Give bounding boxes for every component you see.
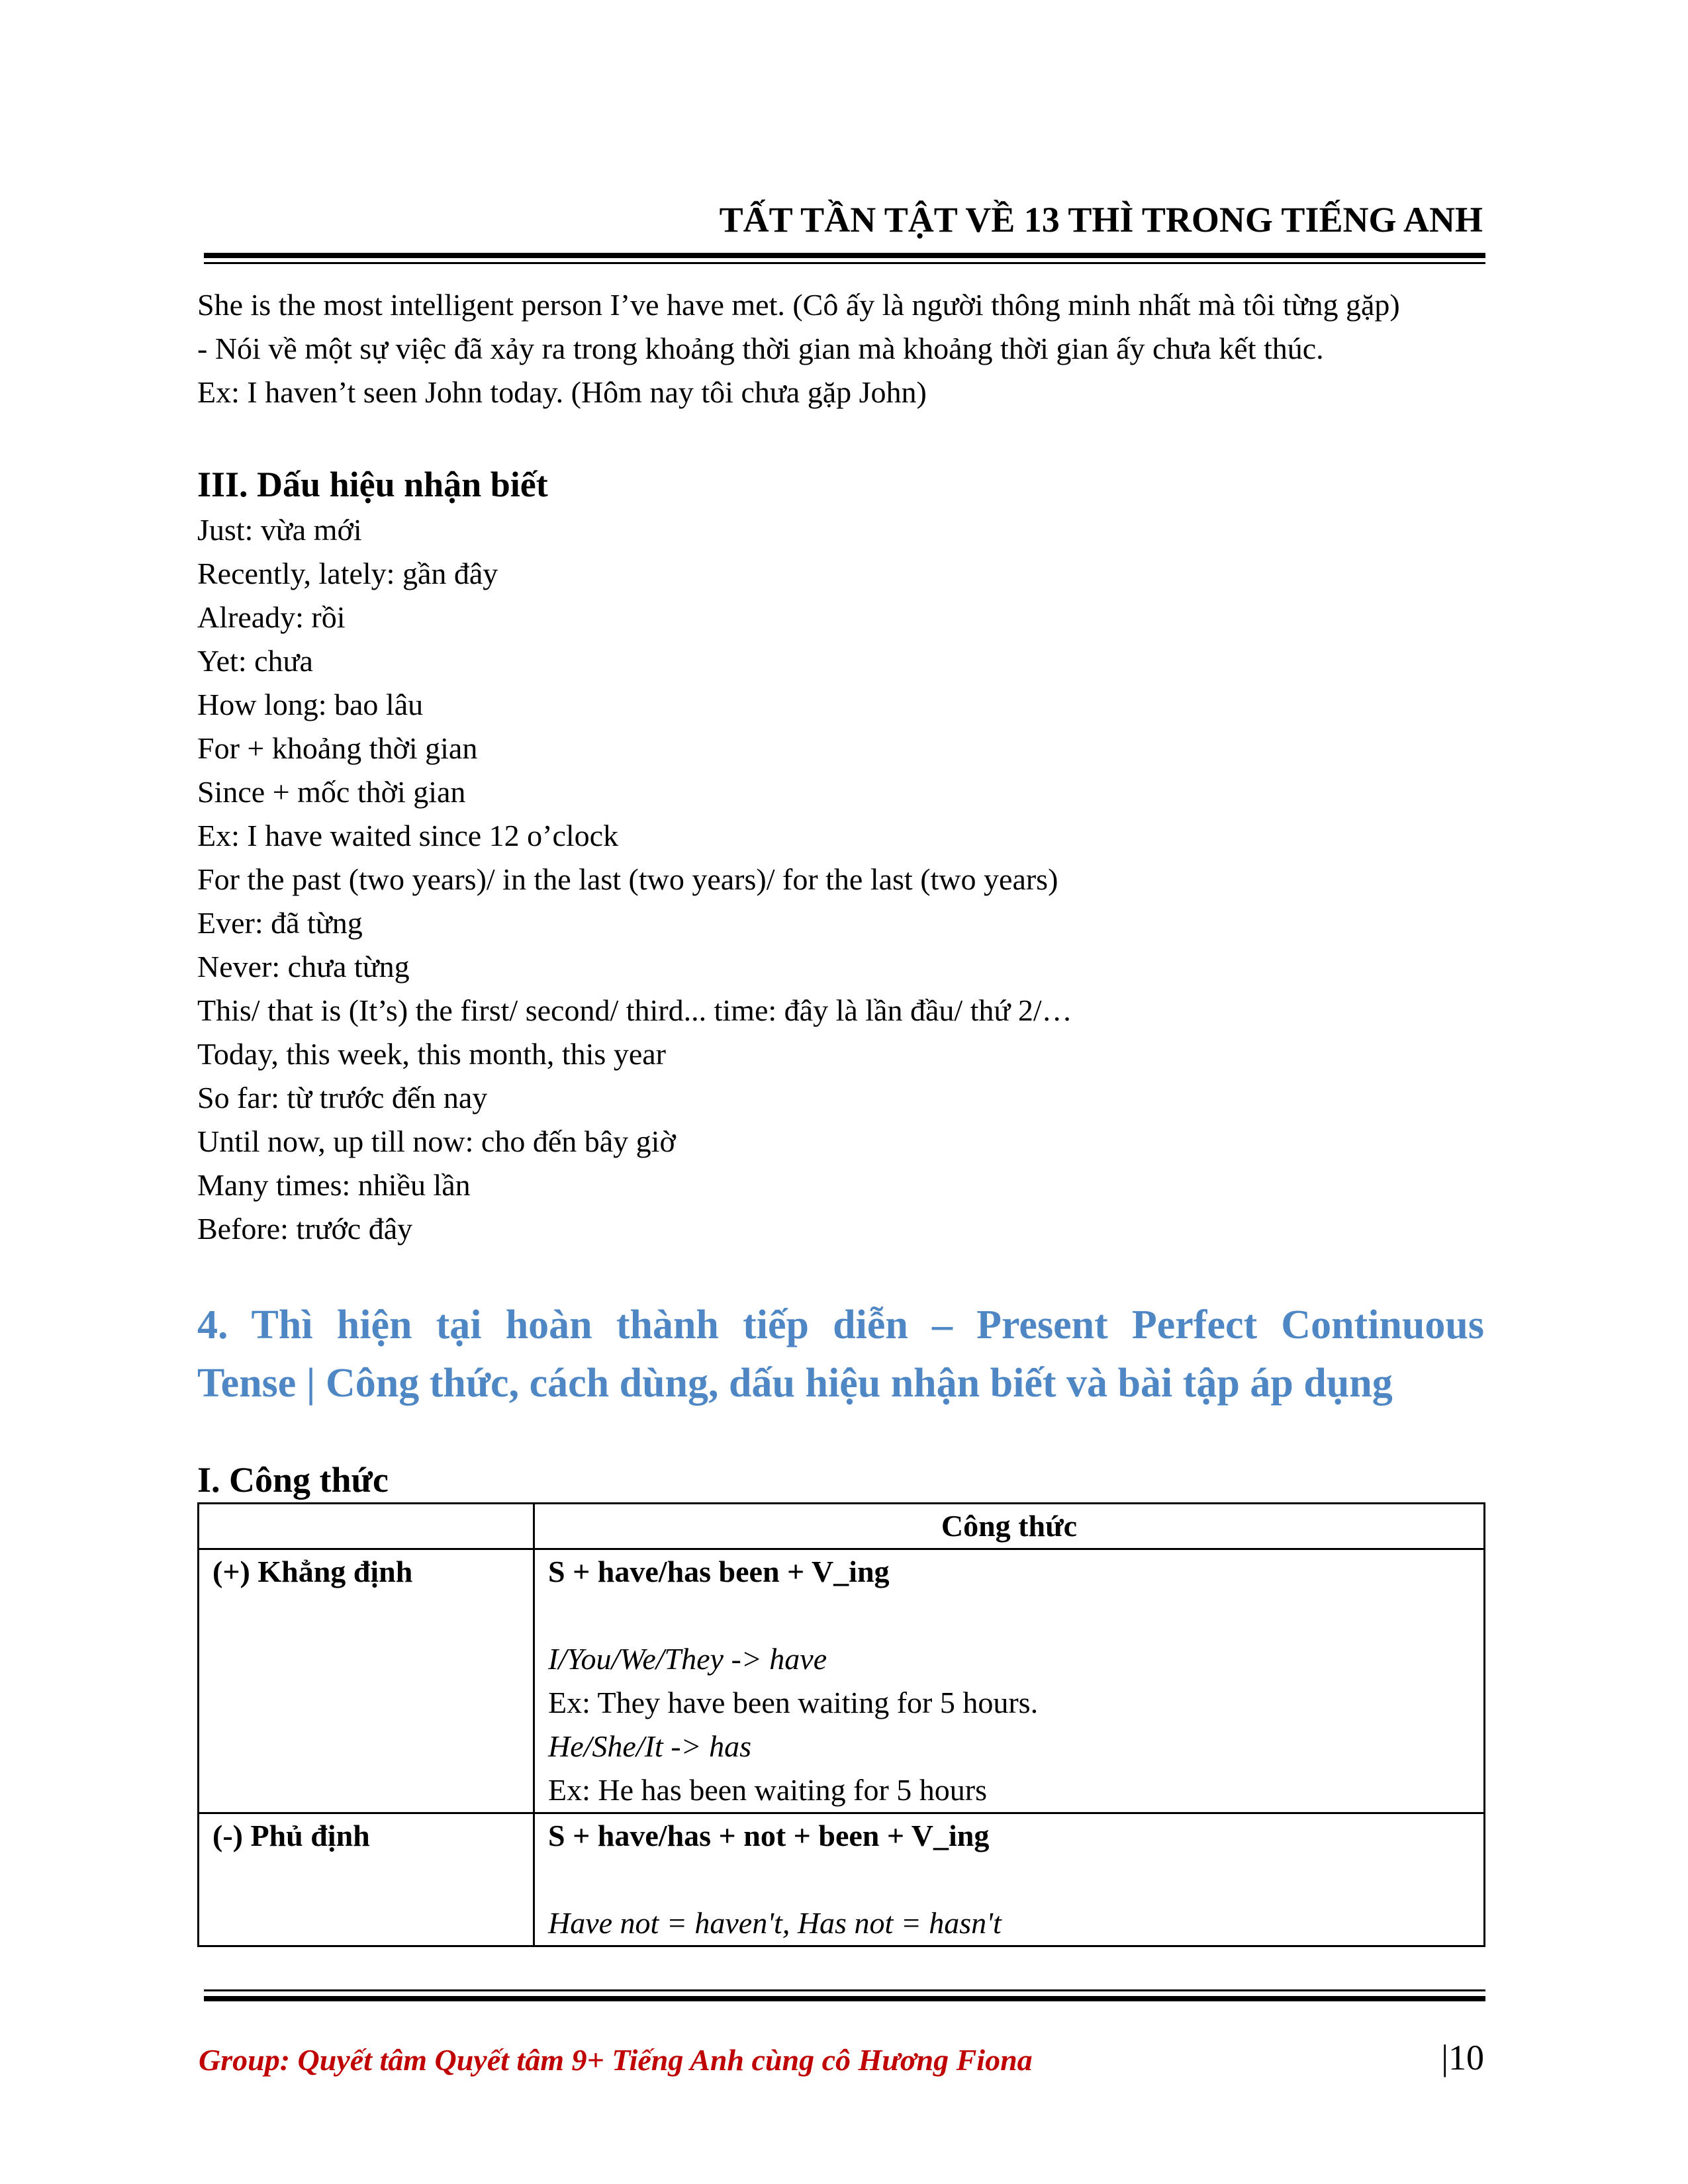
list-item: Today, this week, this month, this year bbox=[197, 1037, 666, 1071]
affirmative-label: (+) Khẳng định bbox=[199, 1549, 534, 1813]
list-item: Yet: chưa bbox=[197, 644, 313, 678]
signs-heading: III. Dấu hiệu nhận biết bbox=[197, 465, 548, 504]
list-item: Ex: I have waited since 12 o’clock bbox=[197, 819, 619, 852]
list-item: Already: rồi bbox=[197, 600, 346, 634]
table-header-empty bbox=[199, 1504, 534, 1549]
page-header-title: TẤT TẦN TẬT VỀ 13 THÌ TRONG TIẾNG ANH bbox=[719, 200, 1483, 240]
header-rule-thick bbox=[204, 253, 1485, 258]
intro-line: Ex: I haven’t seen John today. (Hôm nay tôi chưa gặp John) bbox=[197, 375, 927, 409]
table-header-formula: Công thức bbox=[534, 1504, 1485, 1549]
intro-line: - Nói về một sự việc đã xảy ra trong khoảng thời gian mà khoảng thời gian ấy chưa kết thúc. bbox=[197, 332, 1324, 365]
formula-table bbox=[197, 1502, 1485, 1947]
list-item: How long: bao lâu bbox=[197, 688, 424, 721]
negative-cell bbox=[534, 1813, 1485, 1946]
negative-label: (-) Phủ định bbox=[199, 1813, 534, 1946]
list-item: Just: vừa mới bbox=[197, 513, 362, 547]
signs-list bbox=[197, 508, 1495, 1251]
blank-line bbox=[548, 1594, 1470, 1637]
list-item: Until now, up till now: cho đến bây giờ bbox=[197, 1124, 676, 1158]
blank-line bbox=[548, 1858, 1470, 1901]
affirmative-note-plural: I/You/We/They -> have bbox=[548, 1642, 827, 1676]
list-item: For the past (two years)/ in the last (two years)/ for the last (two years) bbox=[197, 862, 1058, 896]
list-item: Ever: đã từng bbox=[197, 906, 363, 940]
footer-rule-thick bbox=[204, 1996, 1485, 2001]
affirmative-cell bbox=[534, 1549, 1485, 1813]
affirmative-example-singular: Ex: He has been waiting for 5 hours bbox=[548, 1773, 988, 1807]
table-row bbox=[199, 1549, 1485, 1813]
tense-heading-line1: 4. Thì hiện tại hoàn thành tiếp diễn – Present Perfect Continuous bbox=[197, 1302, 1484, 1347]
list-item: So far: từ trước đến nay bbox=[197, 1081, 488, 1115]
tense-heading bbox=[197, 1296, 1484, 1412]
affirmative-formula: S + have/has been + V_ing bbox=[548, 1555, 890, 1588]
affirmative-example-plural: Ex: They have been waiting for 5 hours. bbox=[548, 1686, 1039, 1719]
intro-paragraph bbox=[197, 283, 1495, 414]
list-item: Many times: nhiều lần bbox=[197, 1168, 471, 1202]
negative-note: Have not = haven't, Has not = hasn't bbox=[548, 1906, 1002, 1940]
tense-heading-line2: Tense | Công thức, cách dùng, dấu hiệu nhận biết và bài tập áp dụng bbox=[197, 1361, 1393, 1406]
table-row bbox=[199, 1813, 1485, 1946]
footer-group-text: Group: Quyết tâm Quyết tâm 9+ Tiếng Anh cùng cô Hương Fiona bbox=[199, 2043, 1033, 2077]
footer-rule-thin bbox=[204, 1989, 1485, 1991]
affirmative-note-singular: He/She/It -> has bbox=[548, 1729, 751, 1763]
formula-heading: I. Công thức bbox=[197, 1460, 389, 1500]
list-item: Never: chưa từng bbox=[197, 950, 410, 983]
list-item: Before: trước đây bbox=[197, 1212, 413, 1246]
list-item: Since + mốc thời gian bbox=[197, 775, 466, 809]
list-item: This/ that is (It’s) the first/ second/ third... time: đây là lần đầu/ thứ 2/… bbox=[197, 993, 1072, 1027]
list-item: Recently, lately: gần đây bbox=[197, 557, 498, 590]
header-rule-thin bbox=[204, 262, 1485, 264]
negative-formula: S + have/has + not + been + V_ing bbox=[548, 1819, 990, 1852]
table-header-row bbox=[199, 1504, 1485, 1549]
page-number: |10 bbox=[1441, 2038, 1484, 2077]
intro-line: She is the most intelligent person I’ve have met. (Cô ấy là người thông minh nhất mà tôi từng gặp) bbox=[197, 288, 1400, 322]
list-item: For + khoảng thời gian bbox=[197, 731, 478, 765]
